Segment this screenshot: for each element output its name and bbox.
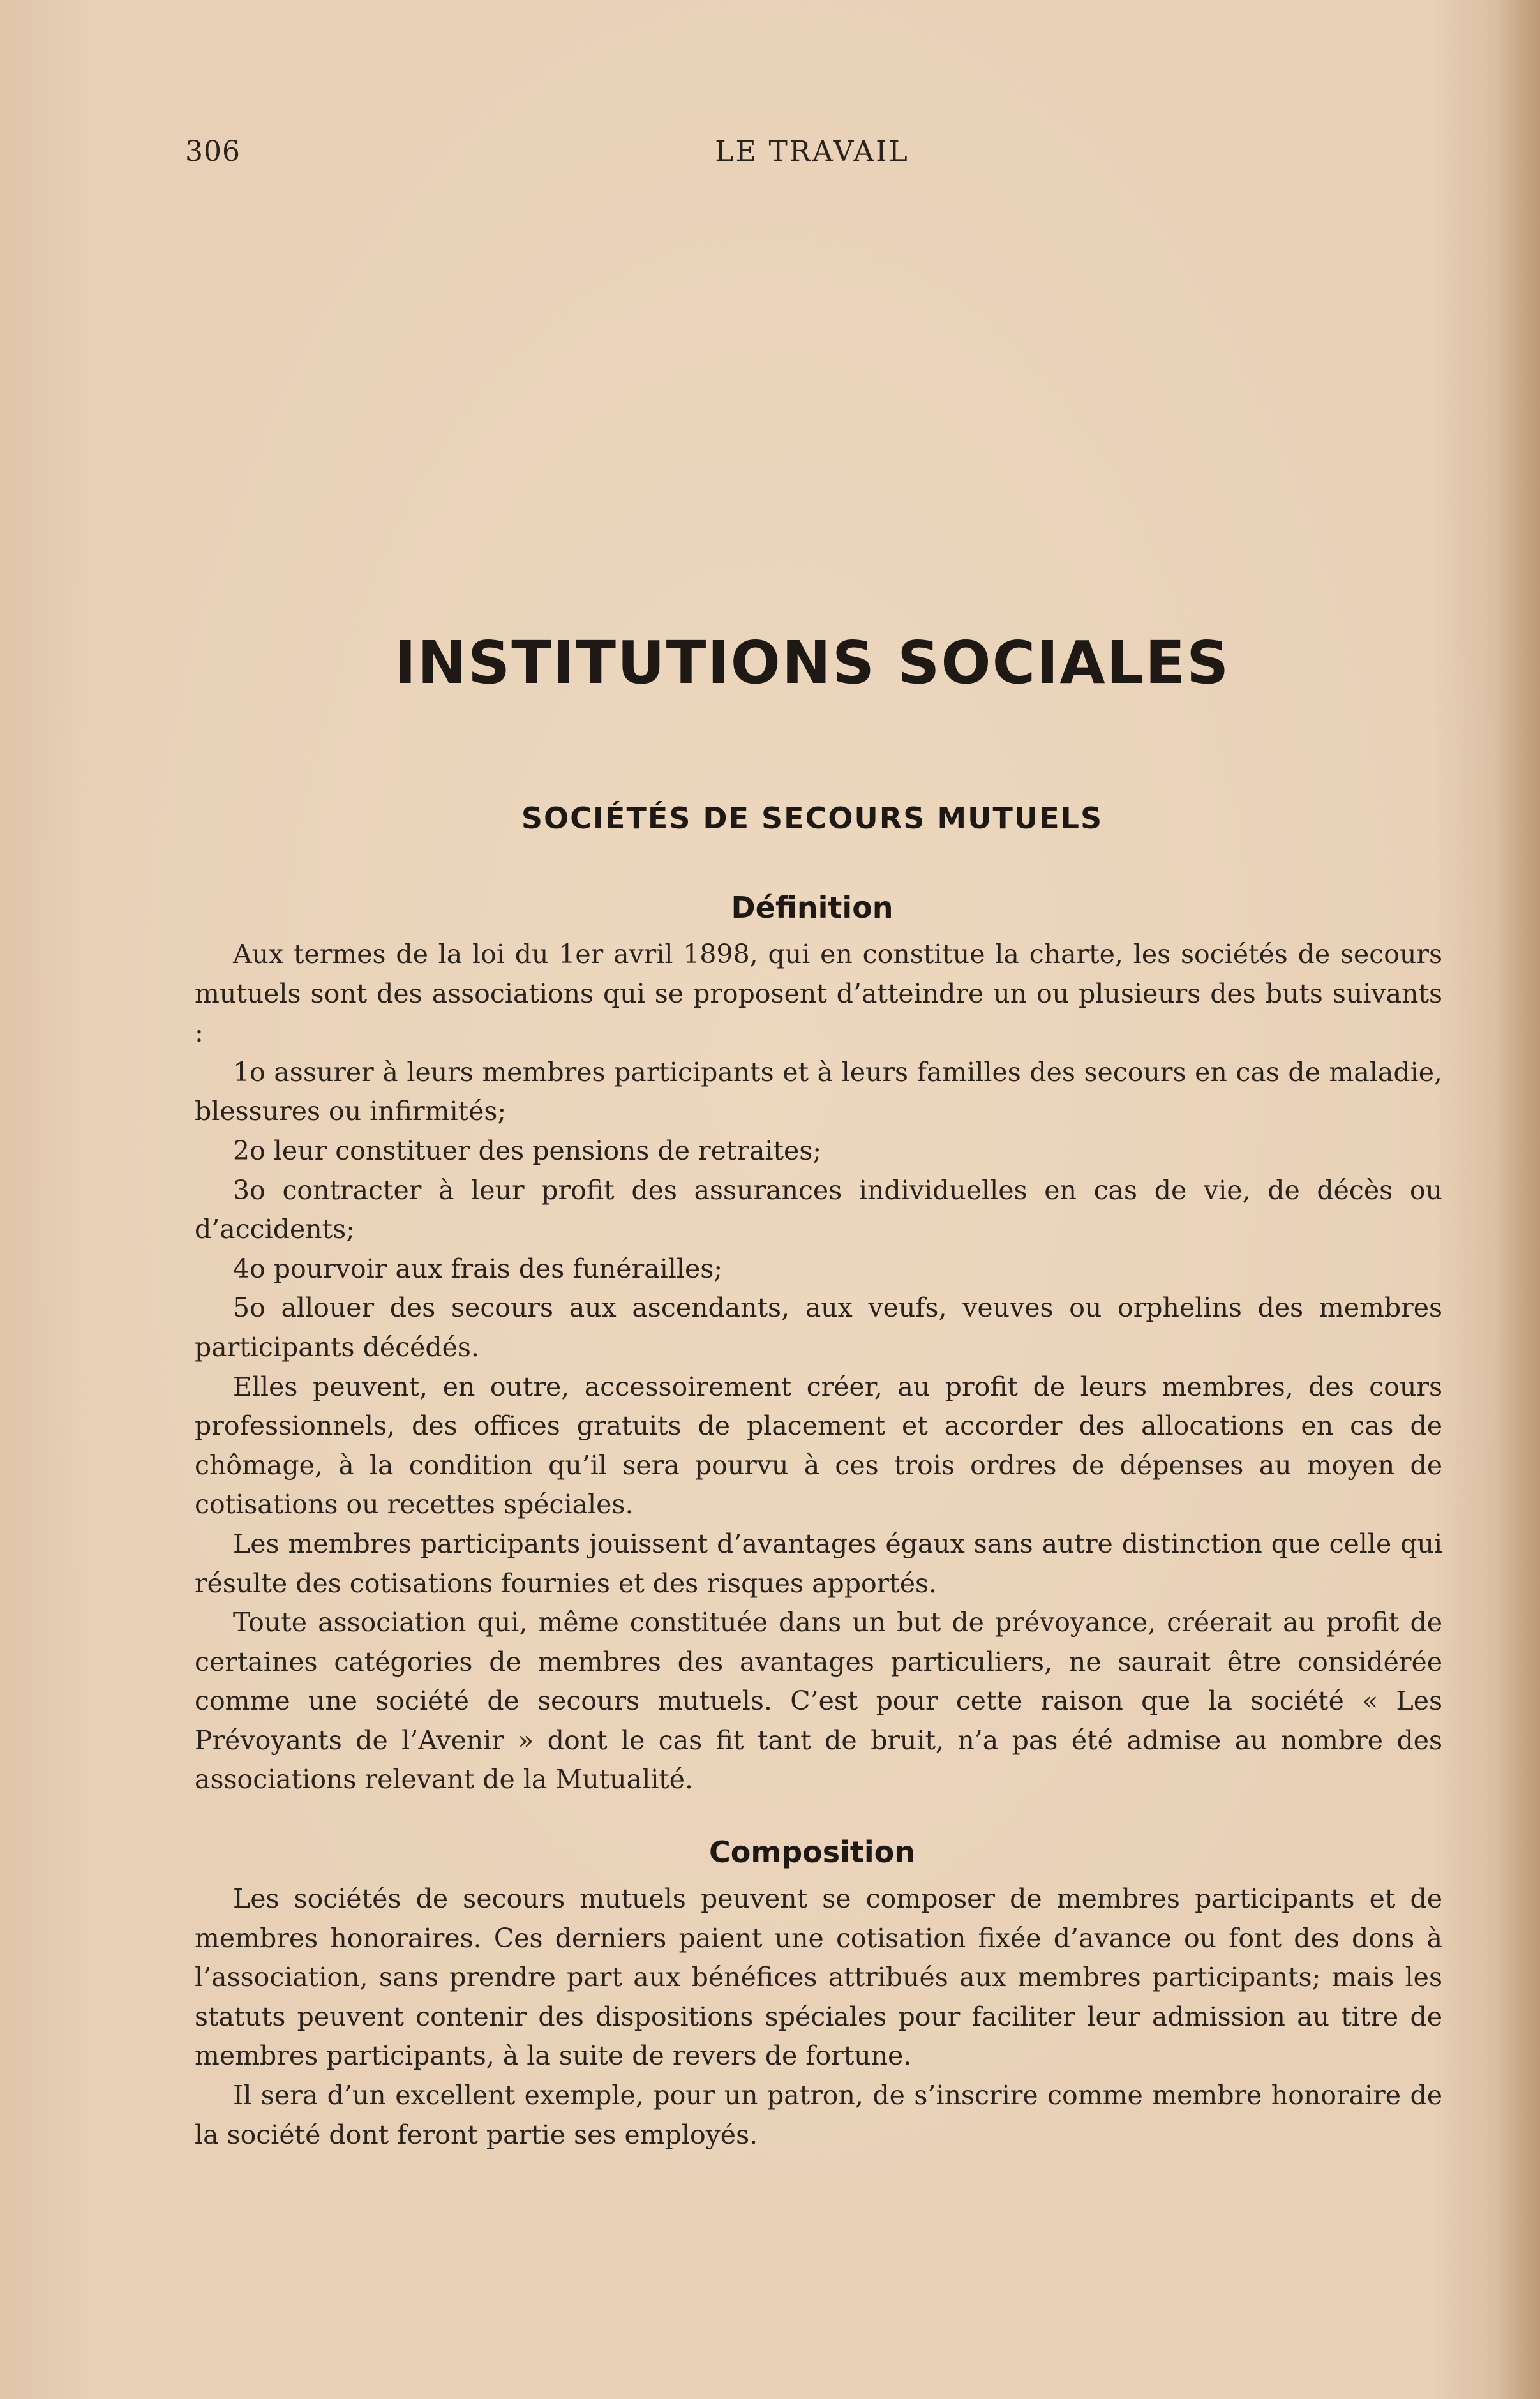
composition-text [195,1880,1442,2155]
definition-heading: Définition [731,890,893,925]
paragraph: Il sera d’un excellent exemple, pour un patron, de s’inscrire comme membre honoraire de la société dont feront partie ses employés. [195,2079,1442,2150]
page-edge-shadow [1495,0,1540,2399]
page-number: 306 [185,135,241,168]
running-title: LE TRAVAIL [715,135,909,168]
paragraph: 5o allouer des secours aux ascendants, aux veufs, veuves ou orphelins des membres participants décédés. [195,1292,1442,1363]
paragraph: Elles peuvent, en outre, accessoirement créer, au profit de leurs membres, des cours professionnels, des offices gratuits de placement et accorder des allocations en cas de chômage, à la condition qu’il sera pourvu à ces trois ordres de dépenses au moyen de cotisations ou recettes spéciales. [195,1371,1442,1520]
paragraph: Les membres participants jouissent d’avantages égaux sans autre distinction que celle qui résulte des cotisations fournies et des risques apportés. [195,1528,1442,1599]
paragraph: Toute association qui, même constituée dans un but de prévoyance, créerait au profit de certaines catégories de membres des avantages particuliers, ne saurait être considérée comme une société de secours mutuels. C’est pour cette raison que la société « Les Prévoyants de l’Avenir » dont le cas fit tant de bruit, n’a pas été admise au nombre des associations relevant de la Mutualité. [195,1607,1442,1795]
paragraph: 2o leur constituer des pensions de retraites; [233,1135,822,1166]
main-title: INSTITUTIONS SOCIALES [394,629,1230,697]
paragraph: 3o contracter à leur profit des assurances individuelles en cas de vie, de décès ou d’accidents; [195,1174,1442,1245]
paragraph: Les sociétés de secours mutuels peuvent se composer de membres participants et de membres honoraires. Ces derniers paient une cotisation fixée d’avance ou font des dons à l’association, sans prendre part aux bénéfices attribués aux membres participants; mais les statuts peuvent contenir des dispositions spéciales pour faciliter leur admission au titre de membres participants, à la suite de revers de fortune. [195,1883,1442,2072]
paragraph: Aux termes de la loi du 1er avril 1898, qui en constitue la charte, les sociétés de secours mutuels sont des associations qui se proposent d’atteindre un ou plusieurs des buts suivants : [195,939,1442,1049]
section-title: SOCIÉTÉS DE SECOURS MUTUELS [521,801,1103,835]
paragraph: 4o pourvoir aux frais des funérailles; [233,1253,723,1284]
definition-text [195,935,1442,1800]
running-head [185,135,1439,180]
paragraph: 1o assurer à leurs membres participants et à leurs familles des secours en cas de maladie, blessures ou infirmités; [195,1056,1442,1127]
composition-heading: Composition [708,1835,916,1869]
